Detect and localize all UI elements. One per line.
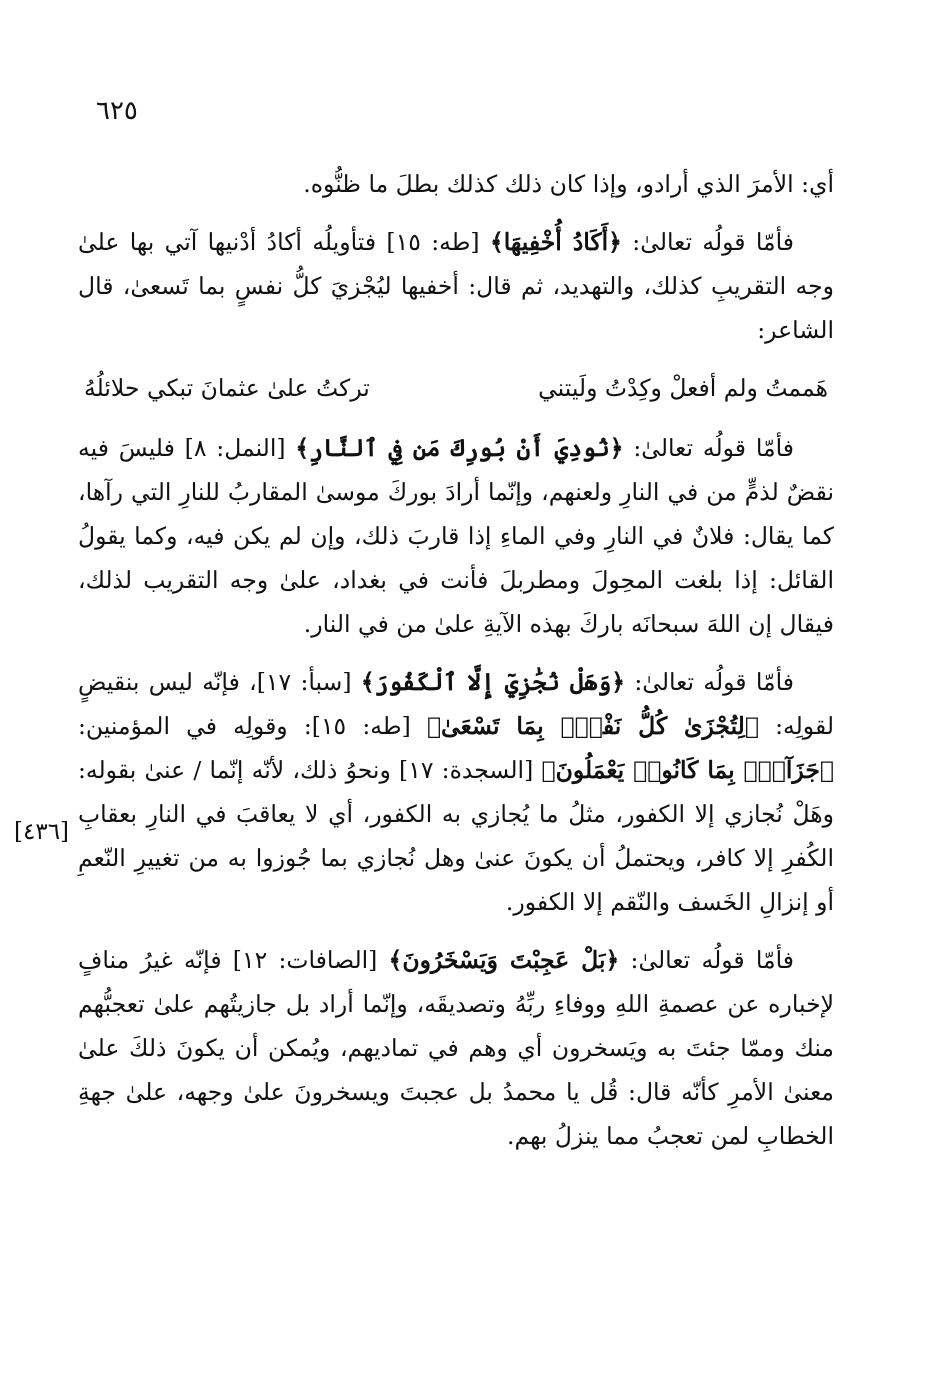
paragraph-3: [78, 426, 834, 646]
text-run: [النمل: ٨] فليسَ فيه نقضٌ لذمٍّ من في النارِ ولعنهم، وإنّما أرادَ بوركَ موسىٰ المقاربُ للنارِ التي رآها، كما يقال: فلانٌ في النارِ وفي الماءِ إذا قاربَ ذلك، وإن لم يكن فيه، وكما يقولُ القائل: إذا بلغت المحِولَ ومطربلَ فأنت في بغداد، علىٰ وجه التقريب لذلك، فيقال إن اللهَ سبحانَه باركَ بهذه الآيةِ علىٰ من في النار.: [78, 434, 834, 638]
quran-quote: ﴿أَكَادُ أُخْفِيهَا﴾: [489, 228, 622, 256]
text-run: [طه: ١٥]: وقولِه في المؤمنين:: [78, 712, 427, 740]
page-number: ٦٢٥: [96, 96, 138, 126]
text-run: فأمّا قولُه تعالىٰ:: [623, 434, 794, 462]
text-run: [سبأ: ١٧]، فإنّه ليس بنقيضٍ لقولِه:: [78, 668, 834, 740]
text-run: فأمّا قولُه تعالىٰ:: [619, 946, 794, 974]
verse-second-hemistich: تركتُ علىٰ عثمانَ تبكي حلائلُهُ: [84, 374, 370, 402]
margin-folio-marker: [٤٣٦]: [14, 819, 70, 845]
paragraph-4: [78, 660, 834, 924]
quran-quote: ﴿بَلْ عَجِبْتَ وَيَسْخَرُونَ﴾: [388, 946, 620, 974]
quran-quote: ﴿جَزَآءًۢ بِمَا كَانُوا۟ يَعْمَلُونَ﴾: [541, 756, 834, 784]
quran-quote: ﴿نُودِيَ أَنْ بُورِكَ مَن فِي ٱلنَّارِ﴾: [295, 434, 624, 462]
text-run: أي: الأمرَ الذي أرادو، وإذا كان ذلك كذلك بطلَ ما ظنُّوه.: [303, 170, 834, 198]
body-text: [78, 162, 834, 1172]
paragraph-5: [78, 938, 834, 1158]
poetry-verse: [78, 366, 834, 410]
paragraph-2: [78, 220, 834, 352]
verse-first-hemistich: هَممتُ ولم أفعلْ وكِدْتُ ولَيتني: [538, 374, 828, 402]
text-run: فأمّا قولُه تعالىٰ:: [625, 668, 794, 696]
paragraph-1: [78, 162, 834, 206]
quran-quote: ﴿وَهَلْ نُجَٰزِيٓ إِلَّا ٱلْكَفُورَ﴾: [360, 668, 626, 696]
text-run: [السجدة: ١٧] ونحوُ ذلك، لأنّه إنّما / عنىٰ بقوله: وهَلْ نُجازي إلا الكفور، مثلُ ما يُجازي به الكفور، أي لا يعاقبَ في النارِ بعقابِ الكُفرِ إلا كافر، ويحتملُ أن يكونَ عنىٰ وهل نُجازي بما جُوزوا به من تغييرِ النّعمِ أو إنزالِ الخَسف والنّقم إلا الكفور.: [78, 756, 834, 916]
text-run: [طه: ١٥] فتأويلُه أكادُ أدْنيها آتي بها علىٰ وجه التقريبِ كذلك، والتهديد، ثم قال: أخفيها ليُجْزيَ كلُّ نفسٍ بما تَسعىٰ، قال الشاعر:: [78, 228, 834, 344]
quran-quote: ﴿لِتُجْزَىٰ كُلُّ نَفْسٍۭ بِمَا تَسْعَىٰ﴾: [426, 712, 759, 740]
text-run: [الصافات: ١٢] فإنّه غيرُ منافٍ لإخباره عن عصمةِ اللهِ ووفاءِ ربِّهُ وتصديقَه، وإنّما أراد بل جازيتُهم علىٰ تعجبُّهم منك وممّا جئتَ به ويَسخرون أي وهم في تماديهم، ويُمكن أن يكونَ ذلكَ علىٰ معنىٰ الأمرِ كأنّه قال: قُل يا محمدُ بل عجبتَ ويسخرونَ علىٰ وجهه، علىٰ جهةِ الخطابِ لمن تعجبُ مما ينزلُ بهم.: [78, 946, 834, 1150]
text-run: فأمّا قولُه تعالىٰ:: [621, 228, 795, 256]
